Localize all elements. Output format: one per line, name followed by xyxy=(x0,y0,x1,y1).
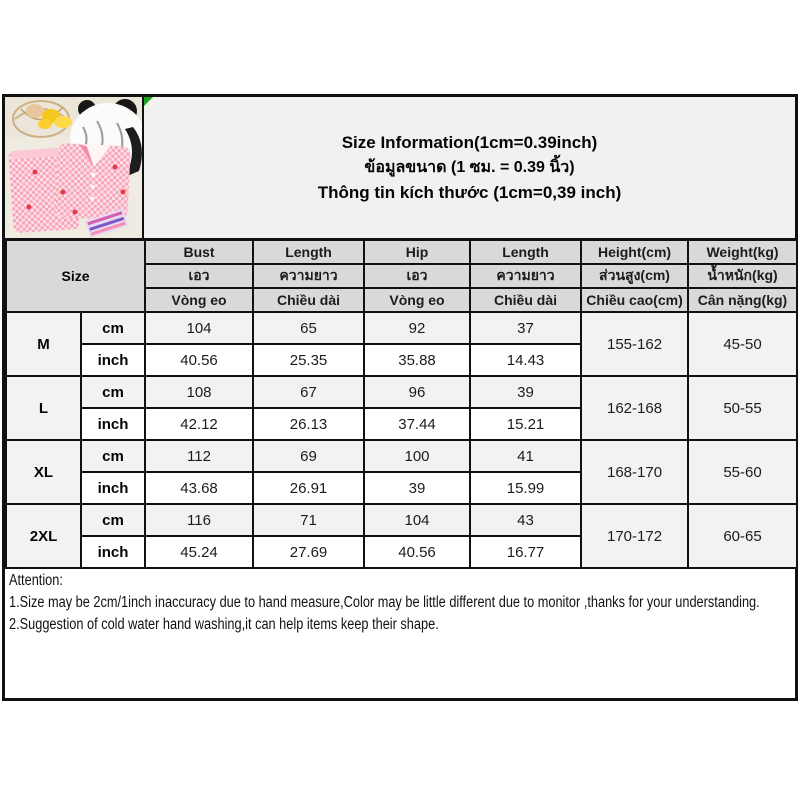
col-header-length2-vi: Chiều dài xyxy=(470,288,581,312)
cell-m-length2-cm: 37 xyxy=(470,312,581,344)
cell-m-height: 155-162 xyxy=(581,312,688,376)
cell-xl-bust-cm: 112 xyxy=(145,440,253,472)
col-header-height-th: ส่วนสูง(cm) xyxy=(581,264,688,288)
unit-inch: inch xyxy=(81,536,145,568)
title-vietnamese: Thông tin kích thước (1cm=0,39 inch) xyxy=(317,183,622,202)
cell-xl-weight: 55-60 xyxy=(688,440,797,504)
cell-m-bust-inch: 40.56 xyxy=(145,344,253,376)
cell-m-hip-inch: 35.88 xyxy=(364,344,470,376)
product-photo xyxy=(5,97,144,238)
size-table xyxy=(5,239,798,569)
unit-inch: inch xyxy=(81,344,145,376)
top-band xyxy=(5,97,795,239)
cell-m-weight: 45-50 xyxy=(688,312,797,376)
size-label-2xl: 2XL xyxy=(6,504,81,568)
cell-l-length2-cm: 39 xyxy=(470,376,581,408)
cell-2xl-length-cm: 71 xyxy=(253,504,364,536)
cell-2xl-length-inch: 27.69 xyxy=(253,536,364,568)
cell-2xl-hip-inch: 40.56 xyxy=(364,536,470,568)
table-row xyxy=(6,504,797,536)
cell-xl-length2-cm: 41 xyxy=(470,440,581,472)
unit-cm: cm xyxy=(81,376,145,408)
cell-xl-hip-cm: 100 xyxy=(364,440,470,472)
cell-2xl-hip-cm: 104 xyxy=(364,504,470,536)
size-label-xl: XL xyxy=(6,440,81,504)
attention-line-2: 2.Suggestion of cold water hand washing,it can help items keep their shape. xyxy=(9,616,439,633)
col-header-bust-th: เอว xyxy=(145,264,253,288)
cell-l-weight: 50-55 xyxy=(688,376,797,440)
product-photo-illustration xyxy=(5,97,144,238)
title-english: Size Information(1cm=0.39inch) xyxy=(341,133,598,152)
size-label-m: M xyxy=(6,312,81,376)
unit-inch: inch xyxy=(81,408,145,440)
cell-2xl-bust-inch: 45.24 xyxy=(145,536,253,568)
unit-cm: cm xyxy=(81,504,145,536)
title-block xyxy=(144,97,795,238)
table-row xyxy=(6,376,797,408)
col-header-hip-vi: Vòng eo xyxy=(364,288,470,312)
cell-2xl-length2-cm: 43 xyxy=(470,504,581,536)
size-chart-sheet xyxy=(2,94,798,701)
cell-l-bust-inch: 42.12 xyxy=(145,408,253,440)
col-header-hip-en: Hip xyxy=(364,240,470,264)
pajama-shirt xyxy=(55,143,131,221)
col-header-weight-en: Weight(kg) xyxy=(688,240,797,264)
cell-l-length2-inch: 15.21 xyxy=(470,408,581,440)
cell-2xl-length2-inch: 16.77 xyxy=(470,536,581,568)
unit-cm: cm xyxy=(81,312,145,344)
table-row xyxy=(6,440,797,472)
cell-l-hip-inch: 37.44 xyxy=(364,408,470,440)
unit-cm: cm xyxy=(81,440,145,472)
cell-m-length-cm: 65 xyxy=(253,312,364,344)
excel-corner-marker-icon xyxy=(144,97,153,106)
cell-l-length-inch: 26.13 xyxy=(253,408,364,440)
cell-l-length-cm: 67 xyxy=(253,376,364,408)
cell-2xl-weight: 60-65 xyxy=(688,504,797,568)
col-header-height-vi: Chiều cao(cm) xyxy=(581,288,688,312)
cell-m-length2-inch: 14.43 xyxy=(470,344,581,376)
size-label-l: L xyxy=(6,376,81,440)
cell-l-hip-cm: 96 xyxy=(364,376,470,408)
col-header-length-en: Length xyxy=(253,240,364,264)
cell-xl-hip-inch: 39 xyxy=(364,472,470,504)
attention-heading: Attention: xyxy=(9,572,63,589)
cell-m-hip-cm: 92 xyxy=(364,312,470,344)
egg-icon xyxy=(26,104,44,118)
attention-line-1: 1.Size may be 2cm/1inch inaccuracy due to hand measure,Color may be little different due to monitor ,thanks for your understanding. xyxy=(9,594,760,611)
col-header-length2-en: Length xyxy=(470,240,581,264)
cell-xl-length-inch: 26.91 xyxy=(253,472,364,504)
cell-m-length-inch: 25.35 xyxy=(253,344,364,376)
cell-2xl-bust-cm: 116 xyxy=(145,504,253,536)
cell-m-bust-cm: 104 xyxy=(145,312,253,344)
col-header-length2-th: ความยาว xyxy=(470,264,581,288)
col-header-length-vi: Chiều dài xyxy=(253,288,364,312)
col-header-weight-th: น้ำหนัก(kg) xyxy=(688,264,797,288)
col-header-weight-vi: Cân nặng(kg) xyxy=(688,288,797,312)
cell-xl-bust-inch: 43.68 xyxy=(145,472,253,504)
cell-l-bust-cm: 108 xyxy=(145,376,253,408)
cell-2xl-height: 170-172 xyxy=(581,504,688,568)
table-row xyxy=(6,312,797,344)
col-header-length-th: ความยาว xyxy=(253,264,364,288)
col-header-height-en: Height(cm) xyxy=(581,240,688,264)
size-header: Size xyxy=(6,240,145,312)
title-thai: ข้อมูลขนาด (1 ซม. = 0.39 นิ้ว) xyxy=(364,159,575,176)
attention-note xyxy=(5,569,795,698)
col-header-bust-en: Bust xyxy=(145,240,253,264)
unit-inch: inch xyxy=(81,472,145,504)
col-header-hip-th: เอว xyxy=(364,264,470,288)
col-header-bust-vi: Vòng eo xyxy=(145,288,253,312)
cell-l-height: 162-168 xyxy=(581,376,688,440)
cell-xl-length-cm: 69 xyxy=(253,440,364,472)
cell-xl-height: 168-170 xyxy=(581,440,688,504)
cell-xl-length2-inch: 15.99 xyxy=(470,472,581,504)
